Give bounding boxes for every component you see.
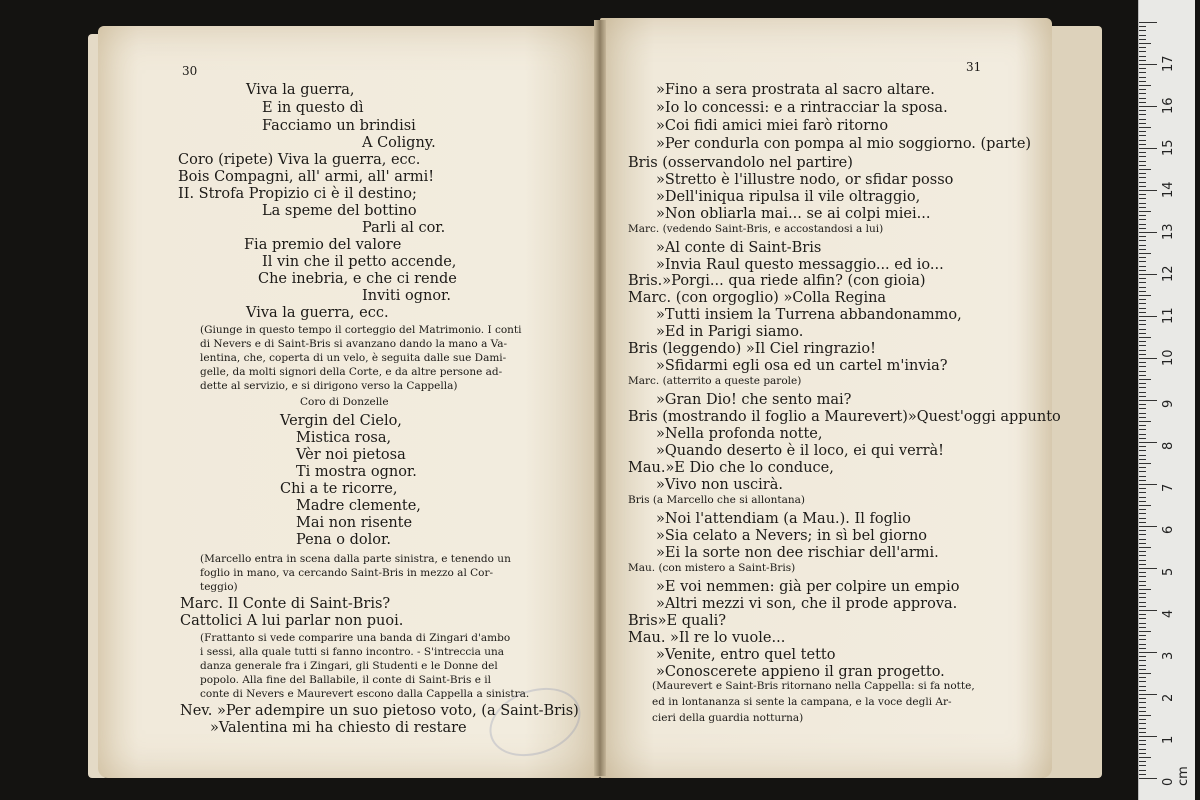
ruler-tick <box>1139 77 1146 78</box>
left-page-line: Facciamo un brindisi <box>262 118 416 134</box>
ruler-number: 7 <box>1161 483 1176 492</box>
ruler-tick <box>1139 270 1146 271</box>
right-page-line: Bris (leggendo) »Il Ciel ringrazio! <box>628 341 876 357</box>
ruler-tick <box>1139 308 1146 309</box>
left-page-line: Vèr noi pietosa <box>296 447 406 463</box>
ruler-tick <box>1139 324 1146 325</box>
ruler-tick <box>1139 312 1146 313</box>
ruler-tick <box>1139 635 1146 636</box>
left-page-line: Parli al cor. <box>362 220 446 236</box>
ruler-tick <box>1139 631 1151 632</box>
left-page-line: E in questo dì <box>262 100 364 116</box>
left-page-line: popolo. Alla fine del Ballabile, il conte di Saint-Bris e il <box>200 674 492 686</box>
ruler-tick <box>1139 446 1146 447</box>
ruler-tick <box>1139 711 1146 712</box>
ruler-tick <box>1139 547 1151 548</box>
ruler-tick <box>1139 123 1146 124</box>
ruler-tick <box>1139 245 1146 246</box>
ruler-tick <box>1139 207 1146 208</box>
ruler-tick <box>1139 572 1146 573</box>
left-page-line: Mistica rosa, <box>296 430 392 446</box>
ruler-tick <box>1139 131 1146 132</box>
measurement-ruler <box>1138 0 1195 800</box>
ruler-tick <box>1139 749 1146 750</box>
ruler-tick <box>1139 30 1146 31</box>
right-page-line: »Noi l'attendiam (a Mau.). Il foglio <box>656 511 911 527</box>
ruler-tick <box>1139 106 1157 107</box>
ruler-number: 11 <box>1161 307 1176 324</box>
ruler-tick <box>1139 581 1146 582</box>
ruler-tick <box>1139 677 1146 678</box>
ruler-tick <box>1139 299 1146 300</box>
right-page-line: »Venite, entro quel tetto <box>656 647 836 663</box>
ruler-tick <box>1139 589 1151 590</box>
ruler-number: 17 <box>1161 55 1176 72</box>
right-page-line: »Io lo concessi: e a rintracciar la sposa. <box>656 100 948 116</box>
ruler-tick <box>1139 102 1146 103</box>
ruler-number: 6 <box>1161 525 1176 534</box>
ruler-tick <box>1139 669 1146 670</box>
right-page-line: »E voi nemmen: già per colpire un empio <box>656 579 960 595</box>
ruler-tick <box>1139 261 1146 262</box>
ruler-tick <box>1139 287 1146 288</box>
ruler-tick <box>1139 190 1157 191</box>
ruler-tick <box>1139 728 1146 729</box>
right-page-line: Marc. (atterrito a queste parole) <box>628 375 802 387</box>
ruler-tick <box>1139 534 1146 535</box>
ruler-tick <box>1139 173 1146 174</box>
ruler-tick <box>1139 497 1146 498</box>
ruler-tick <box>1139 291 1146 292</box>
ruler-tick <box>1139 408 1146 409</box>
right-page-line: »Invia Raul questo messaggio... ed io... <box>656 257 944 273</box>
left-page-line: Coro (ripete) Viva la guerra, ecc. <box>178 152 421 168</box>
ruler-tick <box>1139 236 1146 237</box>
ruler-tick <box>1139 337 1151 338</box>
ruler-number: 16 <box>1161 97 1176 114</box>
right-page-number: 31 <box>966 60 982 74</box>
right-page-line: (Maurevert e Saint-Bris ritornano nella Cappella: si fa notte, <box>652 680 975 692</box>
right-page-line: »Tutti insiem la Turrena abbandonammo, <box>656 307 962 323</box>
left-page-line: foglio in mano, va cercando Saint-Bris in mezzo al Cor- <box>200 567 494 579</box>
ruler-tick <box>1139 240 1146 241</box>
ruler-tick <box>1139 371 1146 372</box>
ruler-tick <box>1139 156 1146 157</box>
left-page-line: A Coligny. <box>362 135 436 151</box>
ruler-tick <box>1139 417 1146 418</box>
ruler-tick <box>1139 560 1146 561</box>
right-page-line: Bris (mostrando il foglio a Maurevert)»Quest'oggi appunto <box>628 409 1061 425</box>
right-page-line: »Vivo non uscirà. <box>656 477 783 493</box>
ruler-tick <box>1139 22 1157 23</box>
ruler-tick <box>1139 127 1151 128</box>
ruler-tick <box>1139 72 1146 73</box>
ruler-tick <box>1139 761 1146 762</box>
ruler-tick <box>1139 379 1151 380</box>
ruler-tick <box>1139 194 1146 195</box>
ruler-tick <box>1139 413 1146 414</box>
ruler-tick <box>1139 26 1146 27</box>
right-page-line: »Sia celato a Nevers; in sì bel giorno <box>656 528 928 544</box>
ruler-tick <box>1139 345 1146 346</box>
left-page-line: gelle, da molti signori della Corte, e da altre persone ad- <box>200 366 503 378</box>
ruler-tick <box>1139 215 1146 216</box>
ruler-tick <box>1139 144 1146 145</box>
ruler-tick <box>1139 623 1146 624</box>
ruler-tick <box>1139 438 1146 439</box>
ruler-tick <box>1139 316 1157 317</box>
ruler-tick <box>1139 110 1146 111</box>
right-page-line: Marc. (con orgoglio) »Colla Regina <box>628 290 887 306</box>
ruler-number: 13 <box>1161 223 1176 240</box>
ruler-tick <box>1139 484 1157 485</box>
ruler-tick <box>1139 492 1146 493</box>
right-page-line: Mau. (con mistero a Saint-Bris) <box>628 562 796 574</box>
right-page-line: »Per condurla con pompa al mio soggiorno. (parte) <box>656 136 1032 152</box>
ruler-tick <box>1139 778 1157 779</box>
ruler-tick <box>1139 513 1146 514</box>
ruler-number: 3 <box>1161 651 1176 660</box>
left-page-line: Madre clemente, <box>296 498 421 514</box>
ruler-tick <box>1139 618 1146 619</box>
ruler-tick <box>1139 140 1146 141</box>
ruler-tick <box>1139 518 1146 519</box>
ruler-tick <box>1139 652 1157 653</box>
ruler-tick <box>1139 442 1157 443</box>
ruler-tick <box>1139 85 1151 86</box>
ruler-tick <box>1139 224 1146 225</box>
left-page-line: Il vin che il petto accende, <box>262 254 457 270</box>
right-page-line: ed in lontananza si sente la campana, e la voce degli Ar- <box>652 696 952 708</box>
ruler-tick <box>1139 597 1146 598</box>
ruler-tick <box>1139 56 1146 57</box>
ruler-tick <box>1139 765 1146 766</box>
ruler-tick <box>1139 375 1146 376</box>
left-page-line: Ti mostra ognor. <box>296 464 417 480</box>
left-page-line: Chi a te ricorre, <box>280 481 398 497</box>
ruler-tick <box>1139 736 1157 737</box>
left-page-line: (Giunge in questo tempo il corteggio del Matrimonio. I conti <box>200 324 522 336</box>
ruler-tick <box>1139 282 1146 283</box>
ruler-tick <box>1139 639 1146 640</box>
ruler-tick <box>1139 564 1146 565</box>
ruler-number: 15 <box>1161 139 1176 156</box>
left-page-line: Coro di Donzelle <box>300 396 389 408</box>
ruler-number: 2 <box>1161 693 1176 702</box>
ruler-tick <box>1139 60 1146 61</box>
ruler-tick <box>1139 471 1146 472</box>
ruler-tick <box>1139 47 1146 48</box>
book-gutter <box>594 20 606 776</box>
ruler-number: 5 <box>1161 567 1176 576</box>
ruler-tick <box>1139 543 1146 544</box>
left-page-line: Fia premio del valore <box>244 237 402 253</box>
ruler-tick <box>1139 182 1146 183</box>
ruler-number: 0 cm <box>1161 766 1191 786</box>
ruler-number: 8 <box>1161 441 1176 450</box>
right-page-line: »Al conte di Saint-Bris <box>656 240 822 256</box>
ruler-tick <box>1139 186 1146 187</box>
ruler-tick <box>1139 585 1146 586</box>
ruler-tick <box>1139 509 1146 510</box>
ruler-tick <box>1139 165 1146 166</box>
ruler-tick <box>1139 660 1146 661</box>
ruler-number: 12 <box>1161 265 1176 282</box>
ruler-tick <box>1139 232 1157 233</box>
ruler-tick <box>1139 366 1146 367</box>
left-page-line: Marc. Il Conte di Saint-Bris? <box>180 596 391 612</box>
right-page-line: »Coi fidi amici miei farò ritorno <box>656 118 889 134</box>
ruler-tick <box>1139 253 1151 254</box>
left-page-line: Viva la guerra, ecc. <box>246 305 389 321</box>
ruler-tick <box>1139 219 1146 220</box>
ruler-tick <box>1139 119 1146 120</box>
ruler-tick <box>1139 690 1146 691</box>
ruler-tick <box>1139 434 1146 435</box>
ruler-tick <box>1139 396 1146 397</box>
ruler-tick <box>1139 715 1151 716</box>
ruler-tick <box>1139 526 1157 527</box>
ruler-tick <box>1139 392 1146 393</box>
ruler-tick <box>1139 161 1146 162</box>
ruler-tick <box>1139 681 1146 682</box>
ruler-tick <box>1139 539 1146 540</box>
left-page-line: Pena o dolor. <box>296 532 391 548</box>
ruler-tick <box>1139 333 1146 334</box>
left-page-line: danza generale fra i Zingari, gli Studenti e le Donne del <box>200 660 498 672</box>
ruler-tick <box>1139 774 1146 775</box>
ruler-tick <box>1139 698 1146 699</box>
ruler-tick <box>1139 450 1146 451</box>
right-page-line: »Ed in Parigi siamo. <box>656 324 804 340</box>
ruler-number: 1 <box>1161 735 1176 744</box>
ruler-tick <box>1139 505 1151 506</box>
right-page-line: Mau. »Il re lo vuole... <box>628 630 786 646</box>
ruler-tick <box>1139 295 1151 296</box>
ruler-tick <box>1139 732 1146 733</box>
ruler-tick <box>1139 593 1146 594</box>
ruler-tick <box>1139 329 1146 330</box>
ruler-tick <box>1139 98 1146 99</box>
left-page-line: La speme del bottino <box>262 203 417 219</box>
ruler-tick <box>1139 429 1146 430</box>
ruler-tick <box>1139 686 1146 687</box>
ruler-tick <box>1139 35 1146 36</box>
ruler-tick <box>1139 459 1146 460</box>
ruler-number: 4 <box>1161 609 1176 618</box>
right-page-line: »Stretto è l'illustre nodo, or sfidar posso <box>656 172 954 188</box>
ruler-number: 10 <box>1161 349 1176 366</box>
right-page-line: »Fino a sera prostrata al sacro altare. <box>656 82 935 98</box>
left-page-line: Bois Compagni, all' armi, all' armi! <box>178 169 435 185</box>
ruler-tick <box>1139 576 1146 577</box>
ruler-tick <box>1139 522 1146 523</box>
ruler-tick <box>1139 383 1146 384</box>
right-page-line: »Gran Dio! che sento mai? <box>656 392 852 408</box>
left-page-line: Viva la guerra, <box>246 82 355 98</box>
ruler-tick <box>1139 770 1146 771</box>
left-page-line: Inviti ognor. <box>362 288 451 304</box>
ruler-number: 14 <box>1161 181 1176 198</box>
ruler-tick <box>1139 740 1146 741</box>
right-page-line: »Dell'iniqua ripulsa il vile oltraggio, <box>656 189 921 205</box>
left-page-line: II. Strofa Propizio ci è il destino; <box>178 186 417 202</box>
ruler-tick <box>1139 152 1146 153</box>
right-page-line: »Nella profonda notte, <box>656 426 823 442</box>
ruler-tick <box>1139 627 1146 628</box>
ruler-tick <box>1139 723 1146 724</box>
ruler-tick <box>1139 274 1157 275</box>
ruler-tick <box>1139 148 1157 149</box>
ruler-tick <box>1139 665 1146 666</box>
ruler-tick <box>1139 702 1146 703</box>
ruler-tick <box>1139 606 1146 607</box>
ruler-tick <box>1139 257 1146 258</box>
right-page-line: Bris»E quali? <box>628 613 727 629</box>
ruler-tick <box>1139 648 1146 649</box>
ruler-tick <box>1139 51 1146 52</box>
left-page-line: conte di Nevers e Maurevert escono dalla Cappella a sinistra. <box>200 688 530 700</box>
ruler-tick <box>1139 744 1146 745</box>
right-page-line: »Sfidarmi egli osa ed un cartel m'invia? <box>656 358 948 374</box>
ruler-tick <box>1139 358 1157 359</box>
left-page-line: Vergin del Cielo, <box>280 413 402 429</box>
ruler-tick <box>1139 211 1151 212</box>
ruler-tick <box>1139 467 1146 468</box>
ruler-tick <box>1139 135 1146 136</box>
ruler-tick <box>1139 203 1146 204</box>
left-page-line: dette al servizio, e si dirigono verso la Cappella) <box>200 380 458 392</box>
right-page-line: »Non obliarla mai... se ai colpi miei... <box>656 206 931 222</box>
left-page-line: (Marcello entra in scena dalla parte sinistra, e tenendo un <box>200 553 511 565</box>
right-page-line: »Conoscerete appieno il gran progetto. <box>656 664 945 680</box>
ruler-tick <box>1139 114 1146 115</box>
ruler-tick <box>1139 354 1146 355</box>
right-page-line: Bris.»Porgi... qua riede alfin? (con gioia) <box>628 273 926 289</box>
ruler-tick <box>1139 43 1151 44</box>
ruler-tick <box>1139 551 1146 552</box>
ruler-tick <box>1139 387 1146 388</box>
ruler-tick <box>1139 228 1146 229</box>
ruler-tick <box>1139 89 1146 90</box>
ruler-tick <box>1139 480 1146 481</box>
ruler-tick <box>1139 81 1146 82</box>
left-page-line: di Nevers e di Saint-Bris si avanzano dando la mano a Va- <box>200 338 508 350</box>
ruler-tick <box>1139 303 1146 304</box>
left-page-line: Nev. »Per adempire un suo pietoso voto, (a Saint-Bris) <box>180 703 579 719</box>
right-page-line: Mau.»E Dio che lo conduce, <box>628 460 834 476</box>
ruler-tick <box>1139 169 1151 170</box>
left-page-line: Che inebria, e che ci rende <box>258 271 457 287</box>
ruler-number: 9 <box>1161 399 1176 408</box>
ruler-tick <box>1139 341 1146 342</box>
right-page-line: »Quando deserto è il loco, ei qui verrà! <box>656 443 944 459</box>
ruler-tick <box>1139 644 1146 645</box>
left-page-number: 30 <box>182 64 198 78</box>
ruler-tick <box>1139 425 1146 426</box>
left-page-line: Cattolici A lui parlar non puoi. <box>180 613 404 629</box>
right-page-line: cieri della guardia notturna) <box>652 712 804 724</box>
ruler-tick <box>1139 707 1146 708</box>
left-page-line: Mai non risente <box>296 515 413 531</box>
ruler-tick <box>1139 198 1146 199</box>
ruler-tick <box>1139 455 1146 456</box>
ruler-tick <box>1139 93 1146 94</box>
ruler-tick <box>1139 320 1146 321</box>
ruler-tick <box>1139 350 1146 351</box>
ruler-tick <box>1139 753 1146 754</box>
ruler-tick <box>1139 400 1157 401</box>
right-page-line: Marc. (vedendo Saint-Bris, e accostandosi a lui) <box>628 223 884 235</box>
ruler-tick <box>1139 278 1146 279</box>
ruler-tick <box>1139 362 1146 363</box>
ruler-tick <box>1139 530 1146 531</box>
ruler-tick <box>1139 719 1146 720</box>
left-page-line: »Valentina mi ha chiesto di restare <box>210 720 467 736</box>
ruler-tick <box>1139 488 1146 489</box>
ruler-tick <box>1139 404 1146 405</box>
ruler-tick <box>1139 614 1146 615</box>
ruler-tick <box>1139 656 1146 657</box>
ruler-tick <box>1139 249 1146 250</box>
ruler-tick <box>1139 177 1146 178</box>
ruler-tick <box>1139 555 1146 556</box>
ruler-tick <box>1139 602 1146 603</box>
ruler-tick <box>1139 673 1151 674</box>
left-page-line: teggio) <box>200 581 238 593</box>
left-page-line: i sessi, alla quale tutti si fanno incontro. - S'intreccia una <box>200 646 505 658</box>
ruler-tick <box>1139 463 1151 464</box>
ruler-tick <box>1139 501 1146 502</box>
ruler-tick <box>1139 757 1151 758</box>
ruler-tick <box>1139 421 1151 422</box>
ruler-tick <box>1139 266 1146 267</box>
left-page-line: (Frattanto si vede comparire una banda di Zingari d'ambo <box>200 632 511 644</box>
right-page-line: Bris (a Marcello che si allontana) <box>628 494 805 506</box>
ruler-tick <box>1139 568 1157 569</box>
ruler-tick <box>1139 39 1146 40</box>
right-page-line: »Altri mezzi vi son, che il prode approva. <box>656 596 958 612</box>
ruler-tick <box>1139 64 1157 65</box>
ruler-tick <box>1139 694 1157 695</box>
ruler-tick <box>1139 476 1146 477</box>
ruler-tick <box>1139 68 1146 69</box>
right-page-line: »Ei la sorte non dee rischiar dell'armi. <box>656 545 939 561</box>
left-page-line: lentina, che, coperta di un velo, è seguita dalle sue Dami- <box>200 352 507 364</box>
right-page-line: Bris (osservandolo nel partire) <box>628 155 853 171</box>
ruler-tick <box>1139 610 1157 611</box>
